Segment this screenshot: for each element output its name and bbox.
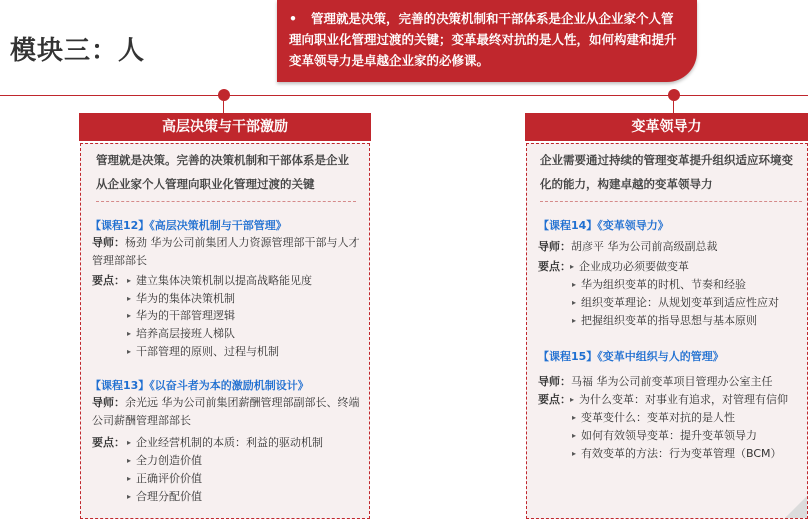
timeline-dot-right	[668, 89, 680, 101]
banner-text: 管理就是决策，完善的决策机制和干部体系是企业从企业家个人管理向职业化管理过渡的关键；变革最终对抗的是人性，如何构建和提升变革领导力是卓越企业家的必修课。	[289, 11, 677, 68]
course-14-point: ▸ 华为组织变革的时机、节奏和经验	[572, 278, 746, 291]
triangle-right-icon: ▸	[572, 298, 577, 307]
timeline-dot-left	[218, 89, 230, 101]
course-15-point: ▸ 如何有效领导变革：提升变革领导力	[572, 429, 757, 442]
triangle-right-icon: ▸	[127, 474, 132, 483]
course-13-point: ▸ 正确评价价值	[127, 472, 202, 485]
course-14-title[interactable]: 【课程14】《变革领导力》	[538, 219, 669, 232]
triangle-right-icon: ▸	[572, 449, 577, 458]
triangle-right-icon: ▸	[127, 311, 132, 320]
course-14-teacher: 导师：胡彦平 华为公司前高级副总裁	[538, 240, 718, 253]
course-15-title[interactable]: 【课程15】《变革中组织与人的管理》	[538, 350, 724, 363]
course-12-point: ▸ 建立集体决策机制以提高战略能见度	[127, 274, 312, 287]
left-intro: 管理就是决策。完善的决策机制和干部体系是企业从企业家个人管理向职业化管理过渡的关键	[96, 153, 349, 191]
course-12-point: ▸ 华为的集体决策机制	[127, 292, 235, 305]
course-13-points-label: 要点：	[92, 436, 125, 449]
course-15-point: ▸ 有效变革的方法：行为变革管理（BCM）	[572, 447, 782, 460]
triangle-right-icon: ▸	[127, 329, 132, 338]
triangle-right-icon: ▸	[127, 456, 132, 465]
summary-banner	[277, 0, 697, 82]
triangle-right-icon: ▸	[570, 395, 575, 404]
course-12-points-label: 要点：	[92, 274, 125, 287]
course-12-point: ▸ 培养高层接班人梯队	[127, 327, 235, 340]
course-12-point: ▸ 干部管理的原则、过程与机制	[127, 345, 279, 358]
triangle-right-icon: ▸	[127, 347, 132, 356]
course-13-teacher: 导师：余光远 华为公司前集团薪酬管理部副部长、终端公司薪酬管理部部长	[92, 396, 360, 427]
course-14-point: ▸ 把握组织变革的指导思想与基本原则	[572, 314, 757, 327]
triangle-right-icon: ▸	[570, 262, 575, 271]
course-13-point: ▸ 合理分配价值	[127, 490, 202, 503]
course-12-title[interactable]: 【课程12】《高层决策机制与干部管理》	[90, 219, 287, 232]
course-12-point: ▸ 华为的干部管理逻辑	[127, 309, 235, 322]
right-panel	[526, 143, 808, 519]
divider-line	[0, 95, 808, 96]
left-intro-separator	[96, 201, 356, 202]
course-14-point: ▸ 组织变革理论：从规划变革到适应性应对	[572, 296, 779, 309]
triangle-right-icon: ▸	[127, 294, 132, 303]
page-curl	[785, 496, 807, 518]
course-14-point: ▸ 企业成功必须要做变革	[570, 260, 689, 273]
course-15-point: ▸ 变革变什么：变革对抗的是人性	[572, 411, 735, 424]
right-intro: 企业需要通过持续的管理变革提升组织适应环境变化的能力，构建卓越的变革领导力	[540, 153, 793, 191]
timeline-stem-right	[673, 101, 674, 113]
course-15-teacher: 导师：马福 华为公司前变革项目管理办公室主任	[538, 375, 773, 388]
banner-bullet: •	[289, 11, 297, 26]
timeline-stem-left	[223, 101, 224, 113]
course-13-point: ▸ 全力创造价值	[127, 454, 202, 467]
right-panel-header: 变革领导力	[525, 113, 808, 141]
course-14-points-label: 要点：	[538, 260, 571, 273]
triangle-right-icon: ▸	[572, 431, 577, 440]
course-15-points-label: 要点：	[538, 393, 571, 406]
right-intro-separator	[540, 201, 802, 202]
course-12-teacher: 导师：杨劲 华为公司前集团人力资源管理部干部与人才管理部部长	[92, 236, 360, 267]
course-15-point: ▸ 为什么变革：对事业有追求，对管理有信仰	[570, 393, 788, 406]
triangle-right-icon: ▸	[572, 280, 577, 289]
triangle-right-icon: ▸	[127, 438, 132, 447]
page-title: 模块三：人	[10, 36, 146, 66]
triangle-right-icon: ▸	[127, 276, 132, 285]
course-13-title[interactable]: 【课程13】《以奋斗者为本的激励机制设计》	[90, 379, 309, 392]
left-panel-header: 高层决策与干部激励	[79, 113, 371, 141]
course-13-point: ▸ 企业经营机制的本质：利益的驱动机制	[127, 436, 323, 449]
triangle-right-icon: ▸	[572, 316, 577, 325]
triangle-right-icon: ▸	[127, 492, 132, 501]
triangle-right-icon: ▸	[572, 413, 577, 422]
